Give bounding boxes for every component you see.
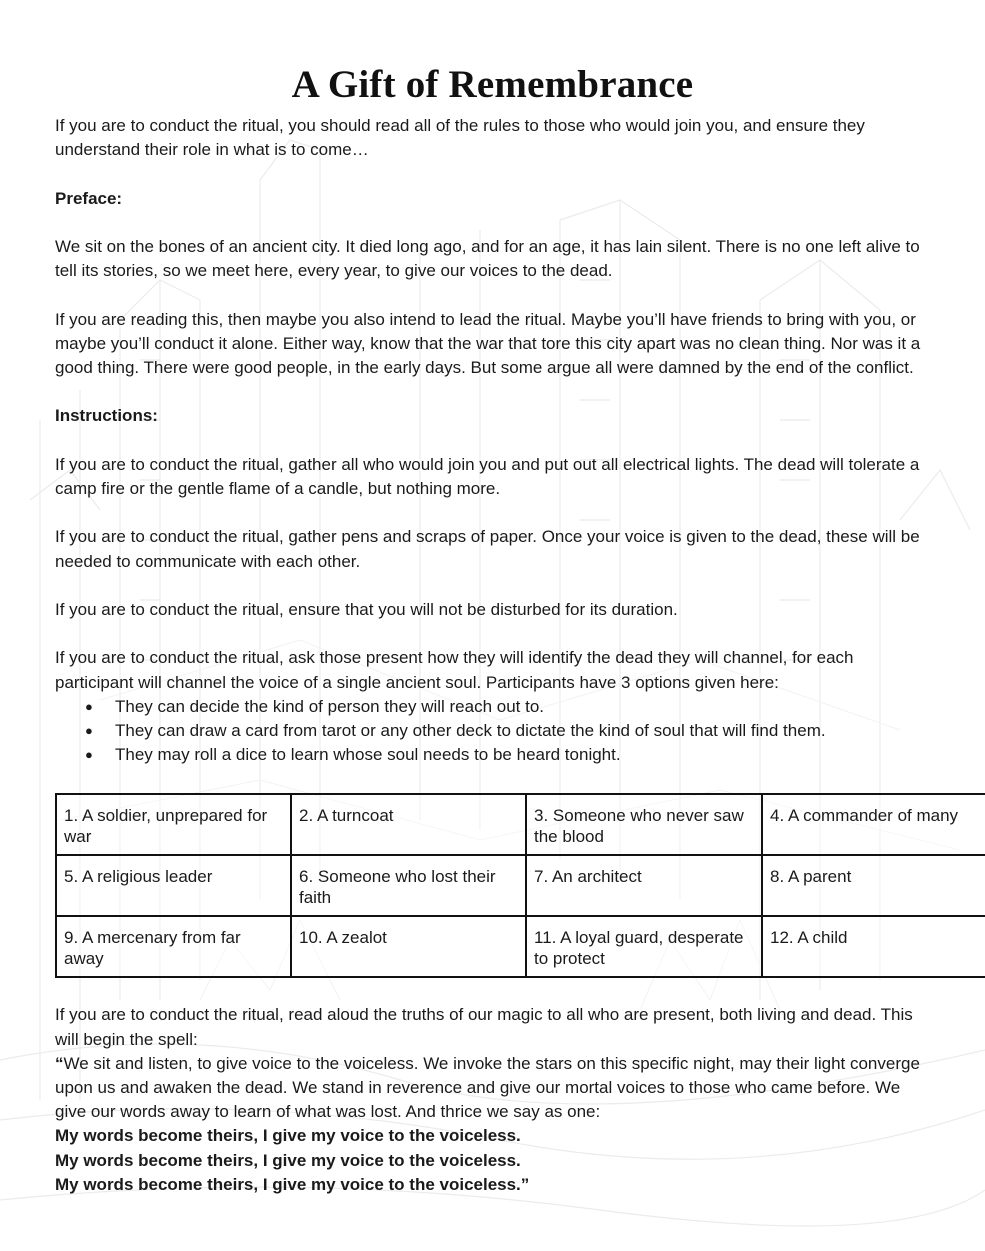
table-row: [56, 794, 985, 855]
spell-lead-paragraph: If you are to conduct the ritual, read aloud the truths of our magic to all who are present, both living and dead. This will begin the spell:: [55, 1005, 913, 1049]
list-item: [85, 695, 930, 719]
table-cell: 3. Someone who never saw the blood: [526, 794, 762, 855]
table-cell: 8. A parent: [762, 855, 985, 916]
bullet-icon: ●: [85, 722, 93, 738]
table-cell: 11. A loyal guard, desperate to protect: [526, 916, 762, 977]
table-cell: 7. An architect: [526, 855, 762, 916]
table-cell: 6. Someone who lost their faith: [291, 855, 526, 916]
soul-roll-table: [55, 793, 985, 978]
table-row: [56, 916, 985, 977]
table-cell: 2. A turncoat: [291, 794, 526, 855]
option-text: They can draw a card from tarot or any other deck to dictate the kind of soul that will find them.: [115, 720, 826, 740]
table-cell: 12. A child: [762, 916, 985, 977]
preface-paragraph: We sit on the bones of an ancient city. It died long ago, and for an age, it has lain silent. There is no one left alive to tell its stories, so we meet here, every year, to give our voices to the dead.: [55, 236, 920, 281]
instruction-paragraph: If you are to conduct the ritual, gather pens and scraps of paper. Once your voice is given to the dead, these will be needed to communicate with each other.: [55, 527, 920, 571]
chant-line: My words become theirs, I give my voice to the voiceless.: [55, 1150, 521, 1170]
bullet-icon: ●: [85, 747, 93, 763]
list-item: [85, 743, 930, 767]
table-cell: 4. A commander of many: [762, 794, 985, 855]
preface-heading: Preface:: [55, 188, 123, 208]
instruction-paragraph: If you are to conduct the ritual, gather all who would join you and put out all electrical lights. The dead will tolerate a camp fire or the gentle flame of a candle, but nothing more.: [55, 454, 920, 498]
option-text: They may roll a dice to learn whose soul needs to be heard tonight.: [115, 745, 621, 765]
instructions-heading: Instructions:: [55, 406, 158, 426]
open-quote: “: [55, 1053, 64, 1073]
table-cell: 5. A religious leader: [56, 855, 291, 916]
list-item: [85, 719, 930, 743]
invocation-text: We sit and listen, to give voice to the voiceless. We invoke the stars on this specific night, may their light converge upon us and awaken the dead. We stand in reverence and give our mortal voices to those who came before. We give our words away to learn of what was lost. And thrice we say as one:: [55, 1053, 920, 1122]
bullet-icon: ●: [85, 698, 93, 714]
table-cell: 1. A soldier, unprepared for war: [56, 794, 291, 855]
table-cell: 9. A mercenary from far away: [56, 916, 291, 977]
table-row: [56, 855, 985, 916]
spell-invocation: [55, 1052, 930, 1125]
participant-options-list: [55, 695, 930, 768]
instruction-paragraph: If you are to conduct the ritual, ensure that you will not be disturbed for its duration.: [55, 599, 678, 619]
preface-paragraph: If you are reading this, then maybe you also intend to lead the ritual. Maybe you’ll have friends to bring with you, or maybe you’ll conduct it alone. Either way, know that the war that tore this city apart was no clean thing. Nor was it a good thing. There were good people, in the early days. But some argue all were damned by the end of the conflict.: [55, 309, 921, 377]
chant-line: My words become theirs, I give my voice to the voiceless.: [55, 1126, 521, 1146]
option-text: They can decide the kind of person they will reach out to.: [115, 696, 545, 716]
instruction-paragraph: If you are to conduct the ritual, ask those present how they will identify the dead they will channel, for each participant will channel the voice of a single ancient soul. Participants have 3 options given here:: [55, 648, 854, 692]
table-cell: 10. A zealot: [291, 916, 526, 977]
chant-line: My words become theirs, I give my voice to the voiceless.”: [55, 1174, 530, 1194]
intro-paragraph: If you are to conduct the ritual, you should read all of the rules to those who would join you, and ensure they understand their role in what is to come…: [55, 116, 865, 160]
page-title: A Gift of Remembrance: [291, 63, 694, 106]
